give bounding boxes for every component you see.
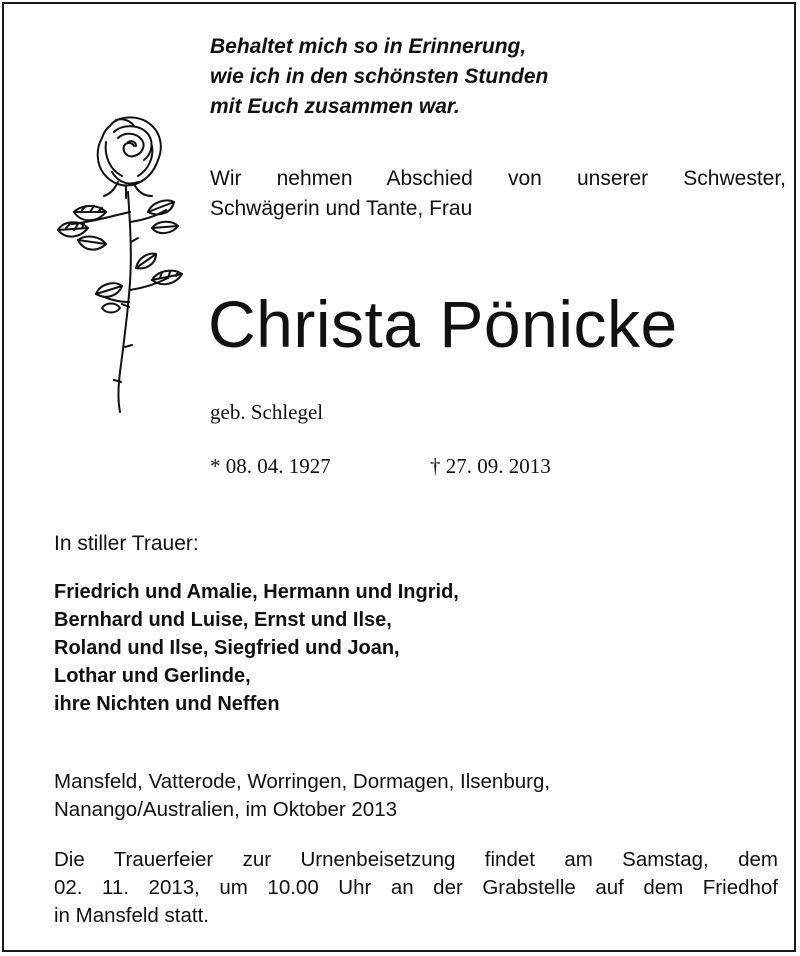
motto-line: Behaltet mich so in Erinnerung,	[210, 35, 527, 58]
ceremony-line: 02. 11. 2013, um 10.00 Uhr an der Grabstelle auf dem Friedhof	[54, 876, 778, 899]
farewell-intro	[210, 164, 786, 224]
mourners-list	[54, 578, 459, 718]
mourner-line: Bernhard und Luise, Ernst und Ilse,	[54, 609, 392, 631]
rose-illustration	[52, 112, 188, 416]
leaf-icon	[152, 222, 178, 233]
memorial-motto	[210, 32, 548, 122]
ceremony-line: in Mansfeld statt.	[54, 904, 209, 927]
places-and-date	[54, 768, 550, 824]
places-line: Nanango/Australien, im Oktober 2013	[54, 798, 398, 821]
maiden-name: geb. Schlegel	[210, 400, 324, 424]
intro-line: Schwägerin und Tante, Frau	[210, 197, 473, 220]
death-date: † 27. 09. 2013	[430, 454, 551, 478]
ceremony-line: Die Trauerfeier zur Urnenbeisetzung findet am Samstag, dem	[54, 848, 778, 871]
mourner-line: Lothar und Gerlinde,	[54, 665, 251, 687]
intro-line: Wir nehmen Abschied von unserer Schwester,	[210, 167, 786, 190]
leaf-icon	[136, 254, 156, 269]
leaf-icon	[78, 237, 106, 250]
ceremony-info	[54, 846, 778, 930]
motto-line: wie ich in den schönsten Stunden	[210, 65, 549, 88]
obituary-notice	[2, 2, 796, 952]
motto-line: mit Euch zusammen war.	[210, 95, 460, 118]
leaf-icon	[102, 304, 120, 313]
mourner-line: Friedrich und Amalie, Hermann und Ingrid,	[54, 581, 459, 603]
mourner-line: Roland und Ilse, Siegfried und Joan,	[54, 637, 400, 659]
deceased-name: Christa Pönicke	[208, 287, 678, 361]
places-line: Mansfeld, Vatterode, Worringen, Dormagen, Ilsenburg,	[54, 770, 551, 793]
birth-date: * 08. 04. 1927	[210, 454, 331, 478]
mourner-line: ihre Nichten und Neffen	[54, 693, 280, 715]
leaf-icon	[152, 271, 182, 285]
mourning-label: In stiller Trauer:	[54, 532, 199, 555]
life-dates	[210, 452, 551, 480]
rose-bloom-icon	[98, 117, 161, 185]
